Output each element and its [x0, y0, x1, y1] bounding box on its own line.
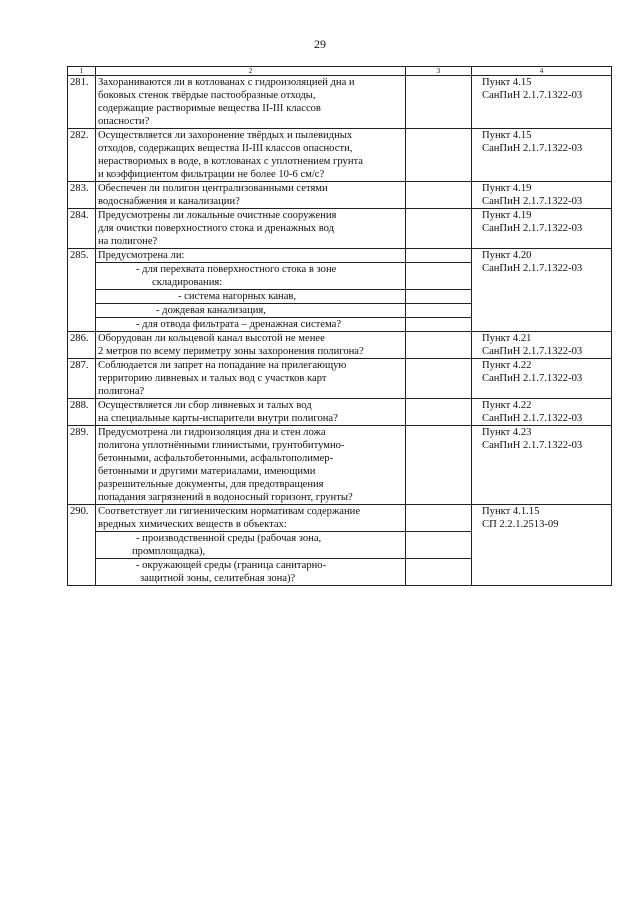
question-line: Осуществляется ли сбор ливневых и талых вод: [98, 400, 312, 411]
question-text: [96, 182, 406, 209]
question-line: Предусмотрена ли гидроизоляция дна и стен ложа: [98, 427, 326, 438]
answer-cell: [406, 318, 472, 332]
question-line: бетонными, асфальтобетонными, асфальтополимер-: [98, 453, 334, 464]
table-row: [68, 209, 612, 249]
question-text: [96, 76, 406, 129]
question-line: вредных химических веществ в объектах:: [98, 519, 287, 530]
sub-question-text: [96, 559, 406, 586]
answer-cell: [406, 290, 472, 304]
question-text: [96, 399, 406, 426]
reference-cell: [472, 129, 612, 182]
reference-clause: Пункт 4.19: [482, 183, 532, 194]
sub-question-line: - производственной среды (рабочая зона,: [136, 533, 322, 544]
table-row: [68, 76, 612, 129]
question-text: [96, 129, 406, 182]
sub-question-line: - для перехвата поверхностного стока в зоне: [136, 264, 337, 275]
question-line: полигона уплотнёнными глинистыми, грунтобитумно-: [98, 440, 345, 451]
question-line: Предусмотрены ли локальные очистные сооружения: [98, 210, 337, 221]
answer-cell: [406, 182, 472, 209]
reference-clause: Пункт 4.15: [482, 130, 532, 141]
sub-question-line: защитной зоны, селитебная зона)?: [140, 573, 296, 584]
table-row: [68, 249, 612, 263]
sub-question-text: [96, 290, 406, 304]
reference-clause: Пункт 4.22: [482, 400, 532, 411]
reference-document: СанПиН 2.1.7.1322-03: [482, 346, 583, 357]
answer-cell: [406, 359, 472, 399]
reference-cell: [472, 359, 612, 399]
reference-clause: Пункт 4.15: [482, 77, 532, 88]
question-line: бетонными и другими материалами, имеющими: [98, 466, 316, 477]
answer-cell: [406, 263, 472, 290]
table-row: [68, 426, 612, 505]
answer-cell: [406, 332, 472, 359]
reference-clause: Пункт 4.22: [482, 360, 532, 371]
row-number: 281.: [68, 76, 96, 129]
question-line: на полигоне?: [98, 236, 158, 247]
sub-question-text: [96, 318, 406, 332]
row-number: 288.: [68, 399, 96, 426]
page-number: 29: [314, 37, 326, 51]
answer-cell: [406, 76, 472, 129]
column-header-row: [68, 67, 612, 76]
sub-question-text: [96, 263, 406, 290]
question-line: водоснабжения и канализации?: [98, 196, 240, 207]
reference-cell: [472, 332, 612, 359]
sub-question-text: [96, 304, 406, 318]
reference-cell: [472, 249, 612, 332]
question-text: [96, 249, 406, 263]
answer-cell: [406, 426, 472, 505]
answer-cell: [406, 559, 472, 586]
question-text: [96, 332, 406, 359]
question-line: территорию ливневых и талых вод с участков карт: [98, 373, 327, 384]
question-line: и коэффициентом фильтрации не более 10-6 см/с?: [98, 169, 325, 180]
answer-cell: [406, 209, 472, 249]
row-number: 286.: [68, 332, 96, 359]
table-row: [68, 332, 612, 359]
reference-cell: [472, 426, 612, 505]
row-number: 289.: [68, 426, 96, 505]
table-row: [68, 359, 612, 399]
sub-question-line: - для отвода фильтрата – дренажная система?: [136, 319, 342, 330]
reference-document: СанПиН 2.1.7.1322-03: [482, 223, 583, 234]
reference-cell: [472, 182, 612, 209]
reference-document: СанПиН 2.1.7.1322-03: [482, 413, 583, 424]
column-header-1: 1: [68, 67, 96, 76]
reference-clause: Пункт 4.20: [482, 250, 532, 261]
question-line: для очистки поверхностного стока и дренажных вод: [98, 223, 335, 234]
question-line: Предусмотрена ли:: [98, 250, 185, 261]
checklist-table: [67, 66, 612, 586]
answer-cell: [406, 505, 472, 532]
question-line: Оборудован ли кольцевой канал высотой не менее: [98, 333, 325, 344]
question-line: 2 метров по всему периметру зоны захоронения полигона?: [98, 346, 364, 357]
reference-document: СанПиН 2.1.7.1322-03: [482, 263, 583, 274]
column-header-2: 2: [96, 67, 406, 76]
question-line: Соблюдается ли запрет на попадание на прилегающую: [98, 360, 347, 371]
reference-document: СанПиН 2.1.7.1322-03: [482, 440, 583, 451]
question-line: содержащие растворимые вещества II-III классов: [98, 103, 321, 114]
row-number: 290.: [68, 505, 96, 586]
sub-question-line: промплощадка),: [132, 546, 206, 557]
question-text: [96, 426, 406, 505]
table-row: [68, 399, 612, 426]
reference-document: СанПиН 2.1.7.1322-03: [482, 196, 583, 207]
row-number: 285.: [68, 249, 96, 332]
row-number: 283.: [68, 182, 96, 209]
table-row: [68, 129, 612, 182]
answer-cell: [406, 129, 472, 182]
column-header-4: 4: [472, 67, 612, 76]
reference-clause: Пункт 4.19: [482, 210, 532, 221]
reference-document: СанПиН 2.1.7.1322-03: [482, 373, 583, 384]
row-number: 287.: [68, 359, 96, 399]
answer-cell: [406, 304, 472, 318]
sub-question-line: - окружающей среды (граница санитарно-: [136, 560, 327, 571]
question-line: попадания загрязнений в водоносный горизонт, грунты?: [98, 492, 353, 503]
reference-clause: Пункт 4.1.15: [482, 506, 540, 517]
reference-document: СанПиН 2.1.7.1322-03: [482, 90, 583, 101]
question-text: [96, 505, 406, 532]
question-line: на специальные карты-испарители внутри полигона?: [98, 413, 338, 424]
question-line: Захораниваются ли в котлованах с гидроизоляцией дна и: [98, 77, 355, 88]
answer-cell: [406, 399, 472, 426]
question-line: полигона?: [98, 386, 145, 397]
table-row: [68, 182, 612, 209]
sub-question-text: [96, 532, 406, 559]
question-line: Обеспечен ли полигон централизованными сетями: [98, 183, 328, 194]
sub-question-line: - дождевая канализация,: [156, 305, 266, 316]
question-line: Осуществляется ли захоронение твёрдых и пылевидных: [98, 130, 353, 141]
column-header-3: 3: [406, 67, 472, 76]
question-text: [96, 209, 406, 249]
reference-cell: [472, 76, 612, 129]
question-line: боковых стенок твёрдые пастообразные отходы,: [98, 90, 316, 101]
reference-document: СанПиН 2.1.7.1322-03: [482, 143, 583, 154]
reference-cell: [472, 505, 612, 586]
question-text: [96, 359, 406, 399]
question-line: Соответствует ли гигиеническим нормативам содержание: [98, 506, 361, 517]
sub-question-line: складирования:: [152, 277, 223, 288]
reference-clause: Пункт 4.21: [482, 333, 532, 344]
question-line: отходов, содержащих вещества II-III классов опасности,: [98, 143, 353, 154]
sub-question-line: - система нагорных канав,: [178, 291, 297, 302]
answer-cell: [406, 249, 472, 263]
row-number: 282.: [68, 129, 96, 182]
question-line: разрешительные документы, для предотвращения: [98, 479, 324, 490]
reference-clause: Пункт 4.23: [482, 427, 532, 438]
question-line: нерастворимых в воде, в котлованах с уплотнением грунта: [98, 156, 363, 167]
table-row: [68, 505, 612, 532]
reference-cell: [472, 209, 612, 249]
answer-cell: [406, 532, 472, 559]
question-line: опасности?: [98, 116, 150, 127]
reference-document: СП 2.2.1.2513-09: [482, 519, 559, 530]
reference-cell: [472, 399, 612, 426]
row-number: 284.: [68, 209, 96, 249]
